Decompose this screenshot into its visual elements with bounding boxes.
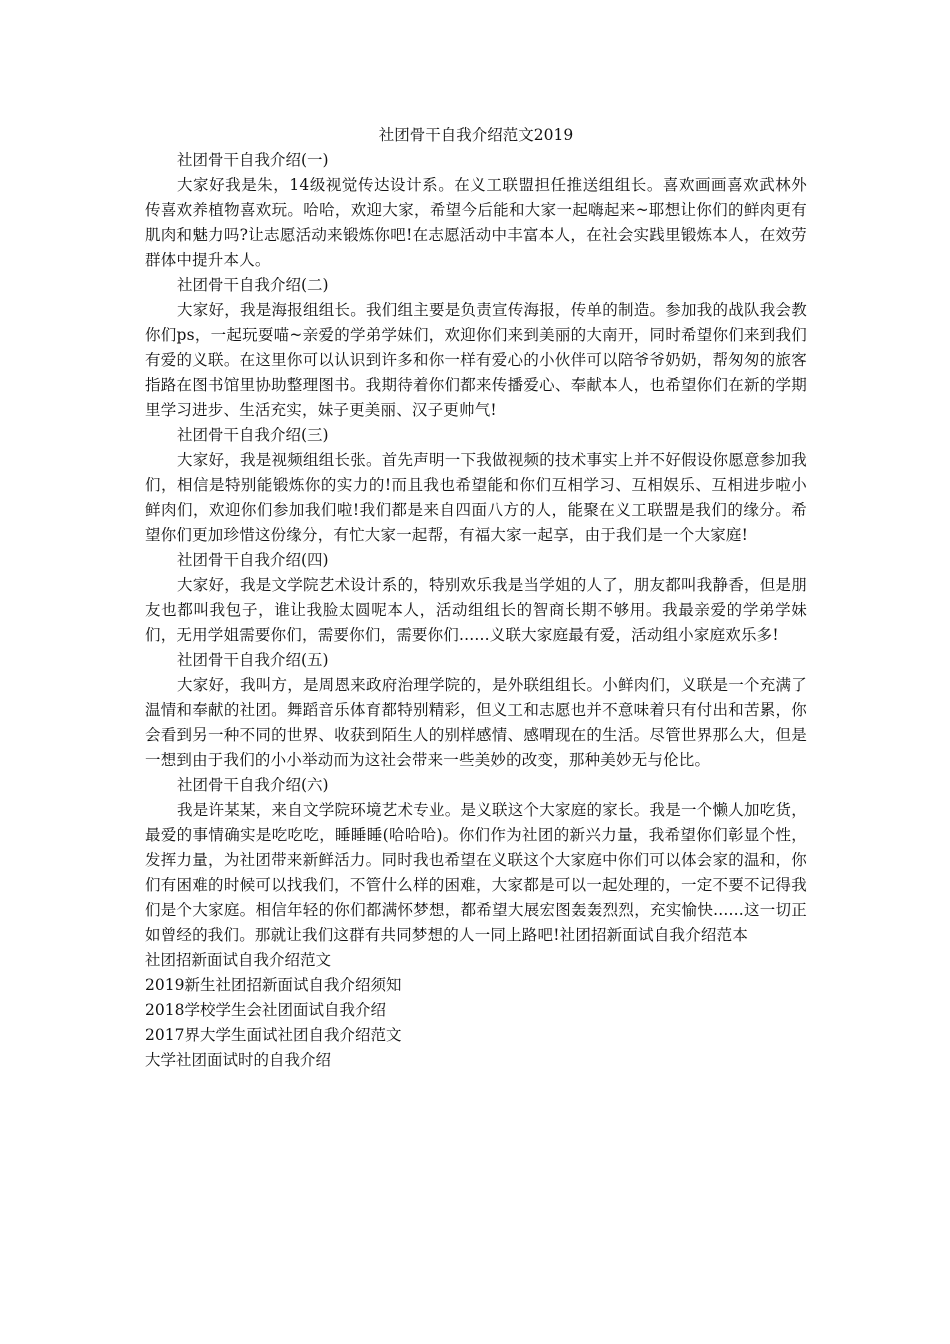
section-6 [145,773,807,948]
section-heading: 社团骨干自我介绍(一) [177,151,329,169]
section-heading: 社团骨干自我介绍(三) [177,426,329,444]
section-2 [145,273,807,423]
section-heading: 社团骨干自我介绍(六) [177,776,329,794]
section-body: 大家好我是朱，14级视觉传达设计系。在义工联盟担任推送组组长。喜欢画画喜欢武林外传喜欢养植物喜欢玩。哈哈，欢迎大家，希望今后能和大家一起嗨起来~耶想让你们的鲜肉更有肌肉和魅力吗?让志愿活动来锻炼你吧!在志愿活动中丰富本人，在社会实践里锻炼本人，在效劳群体中提升本人。 [145,176,807,269]
related-link[interactable]: 2017界大学生面试社团自我介绍范文 [145,1026,402,1044]
section-heading: 社团骨干自我介绍(五) [177,651,329,669]
related-link[interactable]: 大学社团面试时的自我介绍 [145,1051,332,1069]
section-3 [145,423,807,548]
section-heading: 社团骨干自我介绍(四) [177,551,329,569]
section-body: 大家好，我叫方，是周恩来政府治理学院的，是外联组组长。小鲜肉们，义联是一个充满了温情和奉献的社团。舞蹈音乐体育都特别精彩，但义工和志愿也并不意味着只有付出和苦累，你会看到另一种不同的世界、收获到陌生人的别样感情、感喟现在的生活。尽管世界那么大，但是一想到由于我们的小小举动而为这社会带来一些美妙的改变，那种美妙无与伦比。 [145,676,807,769]
section-5 [145,648,807,773]
section-body: 大家好，我是视频组组长张。首先声明一下我做视频的技术事实上并不好假设你愿意参加我们，相信是特别能锻炼你的实力的!而且我也希望能和你们互相学习、互相娱乐、互相进步啦小鲜肉们，欢迎你们参加我们啦!我们都是来自四面八方的人，能聚在义工联盟是我们的缘分。希望你们更加珍惜这份缘分，有忙大家一起帮，有福大家一起享，由于我们是一个大家庭! [145,451,807,544]
related-link[interactable]: 2019新生社团招新面试自我介绍须知 [145,976,402,994]
document-page [145,122,807,1073]
section-1 [145,148,807,273]
related-links-list [145,948,807,1073]
related-link[interactable]: 2018学校学生会社团面试自我介绍 [145,1001,386,1019]
section-body: 大家好，我是海报组组长。我们组主要是负责宣传海报，传单的制造。参加我的战队我会教你们ps，一起玩耍喵~亲爱的学弟学妹们，欢迎你们来到美丽的大南开，同时希望你们来到我们有爱的义联。在这里你可以认识到许多和你一样有爱心的小伙伴可以陪爷爷奶奶，帮匆匆的旅客指路在图书馆里协助整理图书。我期待着你们都来传播爱心、奉献本人，也希望你们在新的学期里学习进步、生活充实，妹子更美丽、汉子更帅气! [145,301,807,419]
section-body: 大家好，我是文学院艺术设计系的，特别欢乐我是当学姐的人了，朋友都叫我静香，但是朋友也都叫我包子，谁让我脸太圆呢本人，活动组组长的智商长期不够用。我最亲爱的学弟学妹们，无用学姐需要你们，需要你们，需要你们......义联大家庭最有爱，活动组小家庭欢乐多! [145,576,807,644]
section-4 [145,548,807,648]
document-title: 社团骨干自我介绍范文2019 [378,126,574,144]
related-link[interactable]: 社团招新面试自我介绍范文 [145,951,332,969]
section-body: 我是许某某，来自文学院环境艺术专业。是义联这个大家庭的家长。我是一个懒人加吃货，最爱的事情确实是吃吃吃，睡睡睡(哈哈哈)。你们作为社团的新兴力量，我希望你们彰显个性，发挥力量，为社团带来新鲜活力。同时我也希望在义联这个大家庭中你们可以体会家的温和，你们有困难的时候可以找我们，不管什么样的困难，大家都是可以一起处理的，一定不要不记得我们是个大家庭。相信年轻的你们都满怀梦想，都希望大展宏图轰轰烈烈，充实愉快......这一切正如曾经的我们。那就让我们这群有共同梦想的人一同上路吧!社团招新面试自我介绍范本 [145,801,807,944]
section-heading: 社团骨干自我介绍(二) [177,276,329,294]
